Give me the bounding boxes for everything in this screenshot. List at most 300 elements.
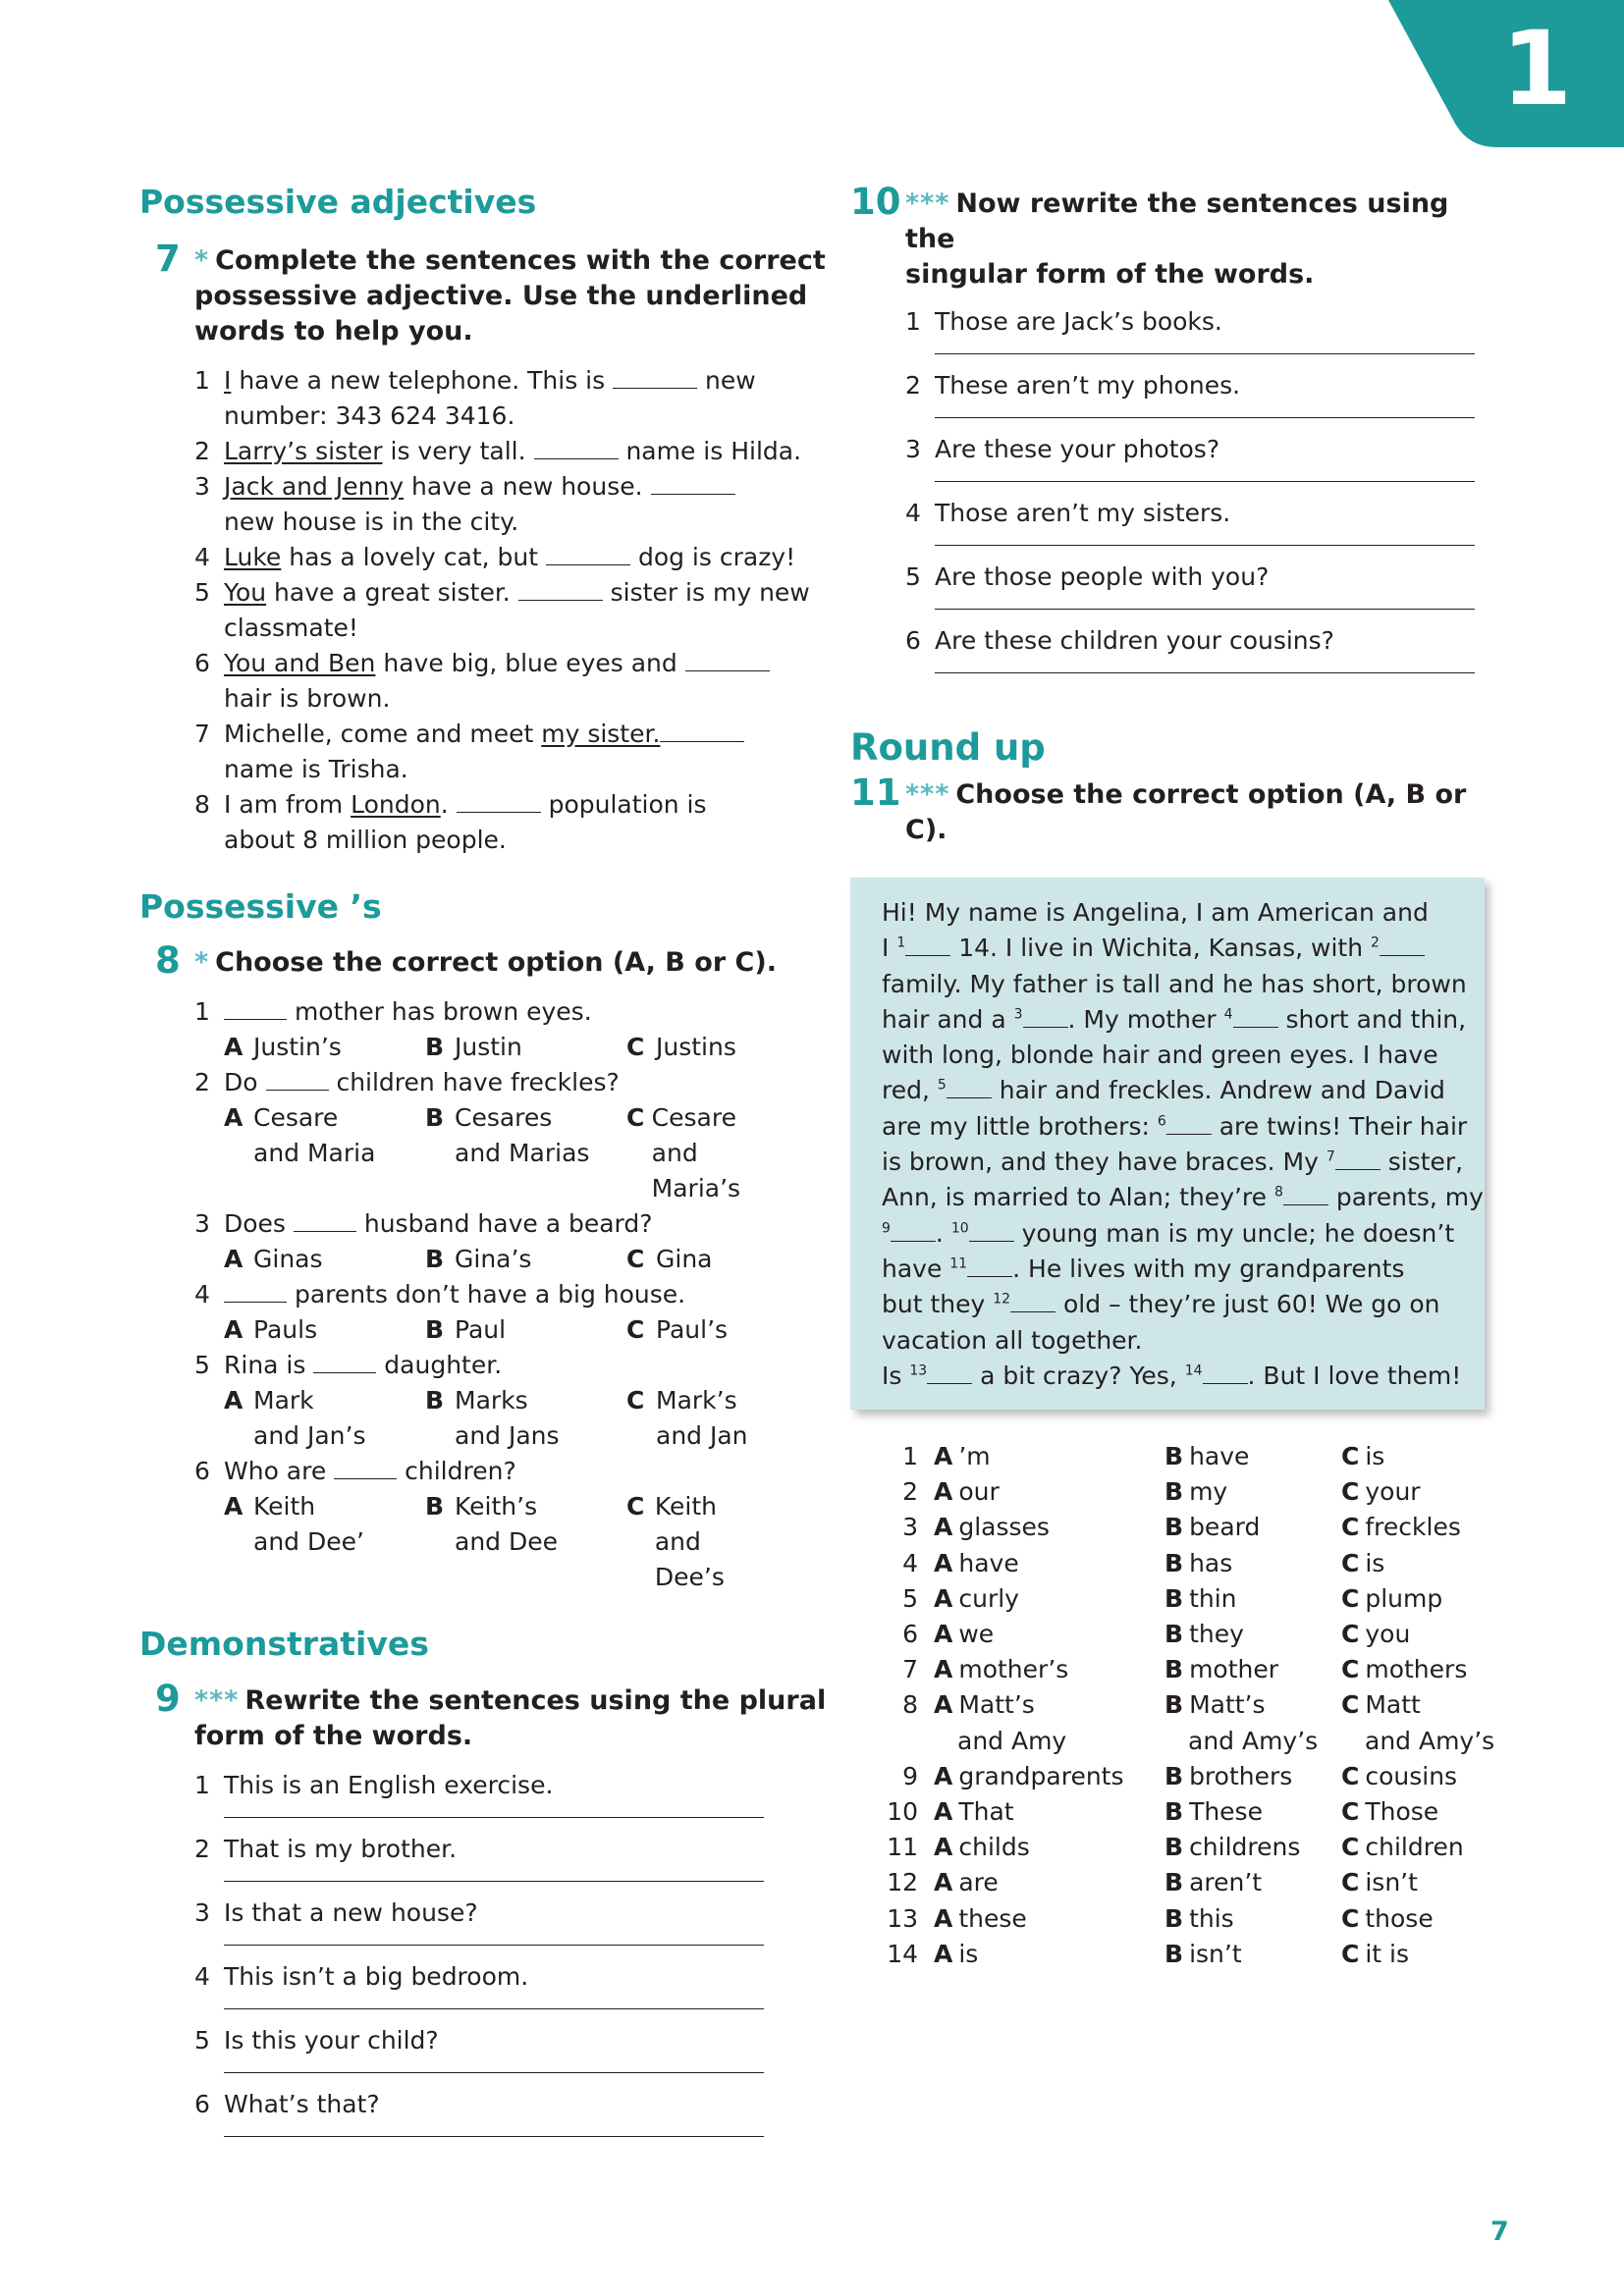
option-a[interactable]: [934, 1546, 1164, 1581]
item-number: 8: [902, 1690, 918, 1720]
option-letter: B: [1164, 1690, 1184, 1720]
option-a[interactable]: [934, 1687, 1164, 1758]
option-a[interactable]: [224, 1489, 425, 1595]
option-text: [656, 1383, 748, 1454]
page-number: 7: [1490, 2216, 1509, 2247]
item-number: 12: [887, 1868, 918, 1897]
answer-gap[interactable]: [1335, 1148, 1380, 1170]
answer-blank[interactable]: [613, 366, 697, 389]
option-letter: B: [1164, 1583, 1184, 1613]
underlined-words: You: [224, 577, 267, 607]
option-letter: B: [1164, 1655, 1184, 1684]
item-number: 1: [905, 307, 921, 336]
option-a[interactable]: [934, 1617, 1164, 1652]
item-text: have a new house.: [404, 471, 651, 501]
option-letter: A: [934, 1690, 953, 1720]
option-line: and Maria: [253, 1139, 376, 1168]
option-letter: C: [1341, 1833, 1360, 1862]
gap-number: 11: [949, 1255, 968, 1272]
item-text: sister is my new: [602, 577, 810, 607]
option-c[interactable]: [626, 1100, 774, 1206]
option-row: [887, 1901, 1515, 1937]
option-c[interactable]: [626, 1312, 774, 1348]
option-b[interactable]: [1164, 1759, 1341, 1794]
item-number: 6: [902, 1620, 918, 1649]
option-c[interactable]: [1341, 1581, 1498, 1617]
text-line: [882, 1323, 1485, 1359]
item-number: 14: [887, 1939, 918, 1968]
option-letter: C: [1341, 1797, 1360, 1827]
option-text: it is: [1365, 1939, 1410, 1968]
option-c[interactable]: [626, 1489, 774, 1595]
exercise-number: 7: [155, 237, 181, 280]
option-a[interactable]: [934, 1652, 1164, 1687]
answer-gap[interactable]: [1233, 1005, 1278, 1028]
answer-blank[interactable]: [313, 1351, 376, 1373]
answer-blank[interactable]: [224, 997, 287, 1020]
option-c[interactable]: [1341, 1865, 1498, 1900]
item-text: Is that a new house?: [224, 1897, 478, 1927]
option-c[interactable]: [1341, 1510, 1498, 1545]
option-a[interactable]: [934, 1901, 1164, 1937]
option-b[interactable]: [425, 1489, 626, 1595]
answer-blank[interactable]: [457, 790, 541, 813]
item-text: hair is brown.: [224, 683, 391, 713]
item-number: 2: [194, 436, 210, 465]
item-number: 1: [194, 1770, 210, 1799]
exercise-item: [194, 646, 827, 717]
answer-gap[interactable]: [1283, 1183, 1328, 1205]
option-c[interactable]: [1341, 1474, 1498, 1510]
item-number: 1: [902, 1442, 918, 1470]
right-column: [850, 181, 1498, 848]
text-line: [882, 1216, 1485, 1252]
item-number: 3: [905, 435, 921, 463]
option-letter: C: [626, 1103, 645, 1133]
exercise-item: [194, 1959, 827, 1995]
option-b[interactable]: [1164, 1687, 1341, 1758]
option-letter: C: [626, 1245, 645, 1274]
answer-line[interactable]: [224, 1881, 764, 1882]
text-line: [882, 931, 1485, 966]
option-b[interactable]: [1164, 1652, 1341, 1687]
option-text: childrens: [1189, 1833, 1301, 1862]
underlined-words: Larry’s sister: [224, 436, 383, 465]
answer-gap[interactable]: [1380, 934, 1425, 956]
text-run: parents, my: [1327, 1183, 1484, 1212]
option-c[interactable]: [1341, 1439, 1498, 1474]
text-run: . He lives with my grandparents: [1012, 1254, 1405, 1283]
option-row: [887, 1510, 1515, 1545]
answer-line[interactable]: [224, 2008, 764, 2009]
answer-gap[interactable]: [1023, 1005, 1068, 1028]
item-number: 6: [194, 648, 210, 677]
item-text: Michelle, come and meet: [224, 719, 542, 748]
exercise-7-items: [139, 363, 827, 858]
option-b[interactable]: [1164, 1439, 1341, 1474]
option-line: and Dee’s: [654, 1527, 725, 1592]
exercise-item: [194, 540, 827, 575]
option-line: Gina’s: [455, 1245, 532, 1274]
option-line: Mark: [253, 1386, 314, 1415]
option-text: Matt: [1365, 1690, 1421, 1720]
gap-number: 4: [1223, 1006, 1233, 1023]
text-run: I: [882, 934, 897, 963]
answer-line[interactable]: [935, 481, 1475, 482]
answer-blank[interactable]: [266, 1068, 329, 1091]
text-run: but they: [882, 1290, 994, 1319]
option-line: Cesare: [651, 1103, 736, 1133]
option-b[interactable]: [1164, 1617, 1341, 1652]
option-text: Matt’s: [958, 1690, 1035, 1720]
option-row: [887, 1617, 1515, 1652]
option-b[interactable]: [1164, 1794, 1341, 1830]
item-text: .: [440, 789, 457, 819]
answer-blank[interactable]: [685, 649, 770, 671]
instruction-line: Complete the sentences with the correct: [215, 244, 826, 276]
option-text: [253, 1030, 342, 1065]
exercise-item: [194, 1896, 827, 1931]
answer-gap[interactable]: [947, 1076, 992, 1098]
option-letter: A: [934, 1655, 953, 1684]
text-line: [882, 1145, 1485, 1180]
option-row: [194, 1100, 827, 1206]
text-run: Is: [882, 1361, 910, 1390]
exercise-item: [905, 496, 1498, 531]
option-b[interactable]: [1164, 1865, 1341, 1900]
answer-gap[interactable]: [1010, 1290, 1056, 1312]
option-text: our: [958, 1477, 1000, 1507]
text-line: [882, 1073, 1485, 1108]
option-c[interactable]: [626, 1242, 774, 1277]
option-a[interactable]: [224, 1100, 425, 1206]
underlined-words: You and Ben: [224, 648, 376, 677]
item-text: Is this your child?: [224, 2025, 439, 2055]
option-text: Matt’s: [1189, 1690, 1266, 1720]
option-text: are: [958, 1868, 999, 1897]
option-line: and Dee’: [253, 1527, 364, 1557]
option-line: Pauls: [253, 1315, 318, 1345]
option-b[interactable]: [425, 1383, 626, 1454]
option-letter: A: [934, 1548, 953, 1577]
difficulty-stars: ***: [905, 779, 950, 811]
option-row: [194, 1242, 827, 1277]
item-text: children?: [397, 1457, 516, 1486]
answer-gap[interactable]: [927, 1362, 972, 1384]
option-b[interactable]: [1164, 1546, 1341, 1581]
option-c[interactable]: [1341, 1830, 1498, 1865]
reading-text-box: [850, 878, 1485, 1410]
option-line: Keith: [654, 1492, 717, 1522]
answer-blank[interactable]: [660, 720, 744, 742]
exercise-8-items: [139, 994, 827, 1595]
option-row: [887, 1546, 1515, 1581]
option-c[interactable]: [1341, 1901, 1498, 1937]
item-text: That is my brother.: [224, 1834, 458, 1863]
answer-gap[interactable]: [967, 1255, 1012, 1277]
option-text: [656, 1242, 712, 1277]
option-b[interactable]: [425, 1030, 626, 1065]
answer-line[interactable]: [224, 1817, 764, 1818]
exercise-item: [194, 434, 827, 469]
answer-gap[interactable]: [1203, 1362, 1248, 1384]
option-text: freckles: [1365, 1513, 1461, 1542]
answer-gap[interactable]: [905, 934, 950, 956]
item-text: children have freckles?: [328, 1068, 620, 1097]
text-run: hair and a: [882, 1004, 1014, 1034]
item-text: This is an English exercise.: [224, 1770, 554, 1799]
answer-line[interactable]: [935, 545, 1475, 546]
instruction-line: form of the words.: [194, 1720, 473, 1751]
text-run: short and thin,: [1277, 1004, 1467, 1034]
exercise-item: [905, 368, 1498, 403]
item-text: classmate!: [224, 613, 358, 642]
option-row: [194, 1383, 827, 1454]
item-text: has a lovely cat, but: [281, 542, 546, 571]
option-row: [887, 1865, 1515, 1900]
item-number: 1: [194, 997, 210, 1027]
option-letter: B: [1164, 1442, 1184, 1470]
text-run: 14. I live in Wichita, Kansas, with: [950, 934, 1372, 963]
option-letter: A: [224, 1245, 244, 1274]
option-line: Ginas: [253, 1245, 323, 1274]
option-text: ’m: [958, 1442, 991, 1470]
item-number: 2: [905, 371, 921, 400]
section-title-demonstratives: Demonstratives: [139, 1625, 429, 1664]
option-a[interactable]: [934, 1510, 1164, 1545]
exercise-item: [194, 1454, 827, 1489]
option-b[interactable]: [425, 1312, 626, 1348]
option-line: and Marias: [455, 1139, 590, 1168]
option-row: [887, 1687, 1515, 1758]
option-text: thin: [1189, 1583, 1237, 1613]
item-text: Are these your photos?: [935, 435, 1220, 463]
option-letter: B: [1164, 1513, 1184, 1542]
option-text: this: [1189, 1903, 1234, 1933]
exercise-10-items: [850, 304, 1498, 673]
option-text: These: [1189, 1797, 1263, 1827]
option-a[interactable]: [224, 1312, 425, 1348]
option-a[interactable]: [934, 1865, 1164, 1900]
answer-blank[interactable]: [294, 1209, 356, 1232]
option-letter: A: [934, 1477, 953, 1507]
option-text: childs: [958, 1833, 1030, 1862]
option-letter: A: [934, 1620, 953, 1649]
answer-gap[interactable]: [969, 1219, 1014, 1242]
option-c[interactable]: [1341, 1652, 1498, 1687]
option-letter: B: [425, 1245, 445, 1274]
option-b[interactable]: [1164, 1901, 1341, 1937]
gap-number: 2: [1371, 934, 1380, 951]
option-c[interactable]: [626, 1383, 774, 1454]
option-text: those: [1365, 1903, 1434, 1933]
answer-gap[interactable]: [1166, 1112, 1212, 1135]
option-a[interactable]: [934, 1474, 1164, 1510]
text-line: [882, 1359, 1485, 1394]
answer-line[interactable]: [935, 672, 1475, 673]
option-c[interactable]: [1341, 1759, 1498, 1794]
instruction-line: possessive adjective. Use the underlined: [194, 280, 808, 311]
option-text: you: [1365, 1620, 1411, 1649]
answer-line[interactable]: [224, 1945, 764, 1946]
option-row: [887, 1474, 1515, 1510]
item-text: about 8 million people.: [224, 825, 507, 854]
option-text: [455, 1383, 560, 1454]
item-number: 3: [194, 1209, 210, 1239]
gap-number: 8: [1274, 1185, 1283, 1201]
option-b[interactable]: [425, 1242, 626, 1277]
option-letter: B: [1164, 1903, 1184, 1933]
item-number: 3: [902, 1513, 918, 1542]
instruction-line: singular form of the words.: [905, 259, 1315, 290]
text-run: are twins! Their hair: [1211, 1111, 1468, 1141]
text-run: Ann, is married to Alan; they’re: [882, 1183, 1274, 1212]
answer-line[interactable]: [224, 2136, 764, 2137]
option-b[interactable]: [1164, 1510, 1341, 1545]
answer-blank[interactable]: [534, 437, 619, 459]
option-letter: A: [934, 1442, 953, 1470]
option-text: [455, 1489, 558, 1595]
option-text: isn’t: [1189, 1939, 1242, 1968]
exercise-item: [194, 1348, 827, 1383]
answer-blank[interactable]: [334, 1457, 397, 1479]
option-b[interactable]: [1164, 1937, 1341, 1972]
answer-line[interactable]: [935, 353, 1475, 354]
gap-number: 13: [909, 1362, 928, 1379]
exercise-item: [905, 623, 1498, 659]
option-a[interactable]: [934, 1759, 1164, 1794]
option-text: [652, 1100, 774, 1206]
option-letter: A: [934, 1583, 953, 1613]
item-text: Who are: [224, 1457, 335, 1486]
answer-gap[interactable]: [891, 1219, 936, 1242]
option-c[interactable]: [1341, 1617, 1498, 1652]
difficulty-stars: ***: [194, 1684, 240, 1716]
difficulty-stars: *: [194, 947, 210, 979]
item-text: new: [697, 365, 756, 395]
option-c[interactable]: [1341, 1546, 1498, 1581]
option-line: Cesare: [253, 1103, 339, 1133]
text-run: sister,: [1380, 1148, 1464, 1177]
option-letter: C: [1341, 1761, 1360, 1790]
option-letter: A: [224, 1386, 244, 1415]
option-a[interactable]: [934, 1830, 1164, 1865]
option-a[interactable]: [934, 1439, 1164, 1474]
option-row: [887, 1830, 1515, 1865]
item-text: Those are Jack’s books.: [935, 307, 1222, 336]
option-a[interactable]: [224, 1030, 425, 1065]
option-c[interactable]: [626, 1030, 774, 1065]
answer-blank[interactable]: [651, 472, 735, 495]
option-c[interactable]: [1341, 1794, 1498, 1830]
text-run: have: [882, 1254, 950, 1283]
option-a[interactable]: [934, 1581, 1164, 1617]
item-number: 13: [887, 1903, 918, 1933]
option-letter: B: [425, 1103, 445, 1133]
item-text: is very tall.: [382, 436, 534, 465]
item-text: What’s that?: [224, 2089, 380, 2118]
item-number: 6: [905, 626, 921, 655]
option-letter: C: [1341, 1442, 1360, 1470]
option-line: Justins: [656, 1033, 736, 1062]
text-line: [882, 1287, 1485, 1322]
text-run: family. My father is tall and he has short, brown: [882, 969, 1467, 998]
gap-number: 14: [1184, 1362, 1203, 1379]
option-row: [887, 1794, 1515, 1830]
item-text: Are these children your cousins?: [935, 626, 1334, 655]
option-a[interactable]: [934, 1794, 1164, 1830]
underlined-words: Luke: [224, 542, 282, 571]
answer-blank[interactable]: [224, 1280, 287, 1303]
text-run: young man is my uncle; he doesn’t: [1013, 1218, 1455, 1248]
gap-number: 10: [950, 1220, 969, 1237]
answer-line[interactable]: [935, 609, 1475, 610]
option-b[interactable]: [1164, 1581, 1341, 1617]
option-row: [194, 1030, 827, 1065]
item-number: 9: [902, 1761, 918, 1790]
text-run: .: [935, 1218, 951, 1248]
option-row: [194, 1489, 827, 1595]
option-text: [253, 1383, 366, 1454]
exercise-item: [194, 2087, 827, 2122]
option-text: these: [958, 1903, 1027, 1933]
left-column: [139, 183, 827, 2151]
instruction-line: Choose the correct option (A, B or C).: [905, 779, 1467, 846]
option-c[interactable]: [1341, 1687, 1498, 1758]
option-c[interactable]: [1341, 1937, 1498, 1972]
option-line: Cesares: [455, 1103, 553, 1133]
item-text: population is: [540, 789, 707, 819]
answer-line[interactable]: [224, 2072, 764, 2073]
option-letter: C: [626, 1033, 645, 1062]
option-text: they: [1189, 1620, 1244, 1649]
option-line: Keith’s: [455, 1492, 538, 1522]
underlined-words: Jack and Jenny: [224, 471, 405, 501]
option-b[interactable]: [1164, 1474, 1341, 1510]
underlined-words: I: [224, 365, 232, 395]
option-b[interactable]: [1164, 1830, 1341, 1865]
option-a[interactable]: [224, 1242, 425, 1277]
text-run: are my little brothers:: [882, 1111, 1158, 1141]
answer-blank[interactable]: [546, 543, 630, 565]
option-text: children: [1365, 1833, 1464, 1862]
answer-blank[interactable]: [518, 578, 603, 601]
text-run: red,: [882, 1076, 938, 1105]
item-text: daughter.: [376, 1351, 503, 1380]
item-number: 5: [902, 1583, 918, 1613]
option-text: we: [958, 1620, 995, 1649]
option-letter: C: [626, 1386, 645, 1415]
item-number: 4: [194, 542, 210, 571]
text-run: Hi! My name is Angelina, I am American and: [882, 898, 1429, 927]
answer-line[interactable]: [935, 417, 1475, 418]
option-a[interactable]: [224, 1383, 425, 1454]
option-a[interactable]: [934, 1937, 1164, 1972]
option-b[interactable]: [425, 1100, 626, 1206]
text-run: old – they’re just 60! We go on: [1056, 1290, 1440, 1319]
option-text: [253, 1242, 323, 1277]
item-number: 6: [194, 2089, 210, 2118]
option-letter: C: [1341, 1903, 1360, 1933]
exercise-item: [905, 432, 1498, 467]
section-title-text: Possessive ’s: [139, 886, 382, 926]
option-text: have: [1189, 1442, 1250, 1470]
option-letter: C: [1341, 1939, 1360, 1968]
text-run: . My mother: [1067, 1004, 1224, 1034]
exercise-item: [194, 1277, 827, 1312]
item-text: husband have a beard?: [355, 1209, 653, 1239]
exercise-item: [194, 575, 827, 646]
